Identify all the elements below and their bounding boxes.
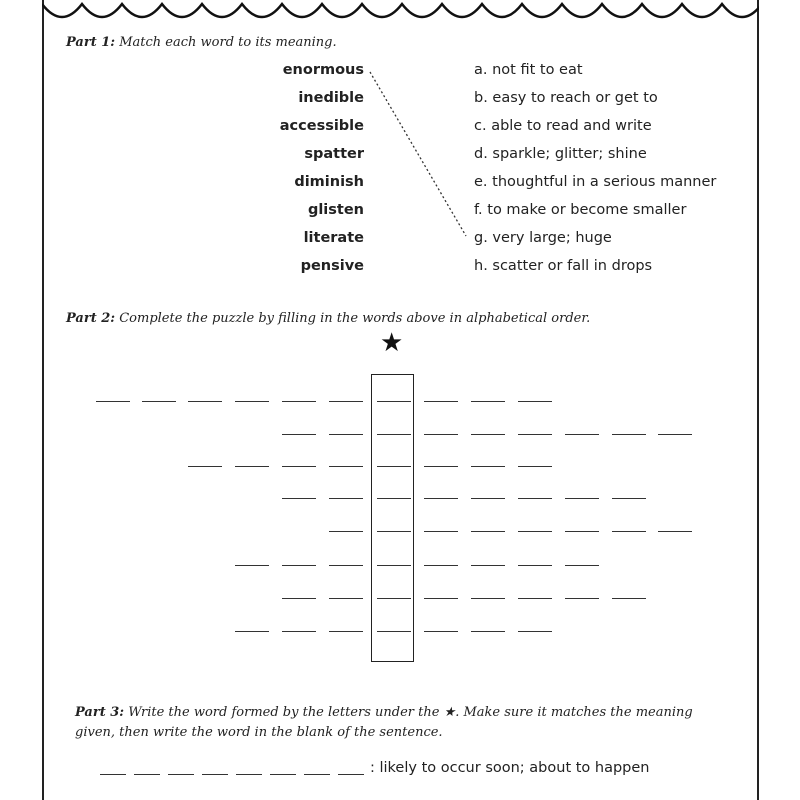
puzzle-letter-blank[interactable]	[282, 466, 316, 467]
part1-heading	[66, 35, 337, 50]
meaning-f: f. to make or become smaller	[474, 202, 687, 218]
puzzle-letter-blank[interactable]	[377, 466, 411, 467]
puzzle-letter-blank[interactable]	[424, 498, 458, 499]
puzzle-letter-blank[interactable]	[377, 401, 411, 402]
puzzle-letter-blank[interactable]	[565, 565, 599, 566]
puzzle-letter-blank[interactable]	[658, 434, 692, 435]
part2-heading	[66, 311, 590, 326]
part1-instruction: Match each word to its meaning.	[119, 35, 337, 50]
part1-label: Part 1:	[66, 35, 116, 50]
puzzle-letter-blank[interactable]	[424, 434, 458, 435]
puzzle-letter-blank[interactable]	[565, 531, 599, 532]
word-inedible: inedible	[298, 90, 364, 106]
puzzle-letter-blank[interactable]	[424, 565, 458, 566]
meaning-h: h. scatter or fall in drops	[474, 258, 653, 274]
puzzle-letter-blank[interactable]	[518, 565, 552, 566]
puzzle-letter-blank[interactable]	[235, 631, 269, 632]
puzzle-letter-blank[interactable]	[377, 498, 411, 499]
puzzle-letter-blank[interactable]	[377, 434, 411, 435]
puzzle-letter-blank[interactable]	[518, 598, 552, 599]
puzzle-letter-blank[interactable]	[518, 466, 552, 467]
puzzle-letter-blank[interactable]	[377, 631, 411, 632]
puzzle-letter-blank[interactable]	[329, 631, 363, 632]
puzzle-letter-blank[interactable]	[329, 498, 363, 499]
word-accessible: accessible	[279, 118, 364, 134]
puzzle-letter-blank[interactable]	[471, 498, 505, 499]
puzzle-letter-blank[interactable]	[377, 565, 411, 566]
meaning-c: c. able to read and write	[474, 118, 652, 134]
answer-letter-blank[interactable]	[100, 774, 126, 775]
puzzle-highlight-column	[371, 374, 414, 662]
puzzle-letter-blank[interactable]	[329, 401, 363, 402]
meaning-d: d. sparkle; glitter; shine	[474, 146, 647, 162]
answer-letter-blank[interactable]	[304, 774, 330, 775]
part3-heading	[75, 703, 715, 743]
part2-label: Part 2:	[66, 311, 116, 326]
puzzle-letter-blank[interactable]	[282, 401, 316, 402]
word-enormous: enormous	[282, 62, 364, 78]
puzzle-letter-blank[interactable]	[329, 565, 363, 566]
puzzle-letter-blank[interactable]	[565, 498, 599, 499]
puzzle-letter-blank[interactable]	[282, 498, 316, 499]
answer-letter-blank[interactable]	[270, 774, 296, 775]
word-glisten: glisten	[307, 202, 364, 218]
puzzle-letter-blank[interactable]	[565, 598, 599, 599]
puzzle-letter-blank[interactable]	[518, 531, 552, 532]
answer-letter-blank[interactable]	[202, 774, 228, 775]
puzzle-letter-blank[interactable]	[235, 401, 269, 402]
meaning-g: g. very large; huge	[474, 230, 612, 246]
puzzle-letter-blank[interactable]	[424, 531, 458, 532]
part3-instruction-start: Write the word formed by the letters under the	[128, 705, 440, 720]
puzzle-letter-blank[interactable]	[282, 598, 316, 599]
puzzle-letter-blank[interactable]	[377, 531, 411, 532]
puzzle-letter-blank[interactable]	[329, 434, 363, 435]
puzzle-letter-blank[interactable]	[424, 401, 458, 402]
part2-instruction: Complete the puzzle by filling in the words above in alphabetical order.	[119, 311, 591, 326]
puzzle-letter-blank[interactable]	[518, 434, 552, 435]
puzzle-letter-blank[interactable]	[471, 434, 505, 435]
puzzle-letter-blank[interactable]	[471, 466, 505, 467]
puzzle-letter-blank[interactable]	[612, 531, 646, 532]
answer-letter-blank[interactable]	[236, 774, 262, 775]
puzzle-letter-blank[interactable]	[424, 466, 458, 467]
puzzle-letter-blank[interactable]	[142, 401, 176, 402]
puzzle-letter-blank[interactable]	[282, 565, 316, 566]
part3-instruction-end: . Make sure it matches the meaning given, then write the word in the blank of the sentence.	[75, 705, 693, 740]
part3-label: Part 3:	[75, 705, 125, 720]
page-border-left	[42, 0, 44, 800]
answer-letter-blank[interactable]	[168, 774, 194, 775]
puzzle-letter-blank[interactable]	[518, 498, 552, 499]
puzzle-letter-blank[interactable]	[235, 466, 269, 467]
word-pensive: pensive	[300, 258, 364, 274]
puzzle-letter-blank[interactable]	[518, 631, 552, 632]
puzzle-letter-blank[interactable]	[658, 531, 692, 532]
puzzle-letter-blank[interactable]	[612, 598, 646, 599]
puzzle-letter-blank[interactable]	[424, 598, 458, 599]
puzzle-letter-blank[interactable]	[471, 401, 505, 402]
puzzle-letter-blank[interactable]	[282, 631, 316, 632]
puzzle-letter-blank[interactable]	[471, 598, 505, 599]
answer-letter-blank[interactable]	[338, 774, 364, 775]
meaning-b: b. easy to reach or get to	[474, 90, 658, 106]
puzzle-letter-blank[interactable]	[565, 434, 599, 435]
meaning-e: e. thoughtful in a serious manner	[474, 174, 717, 190]
puzzle-letter-blank[interactable]	[235, 565, 269, 566]
puzzle-letter-blank[interactable]	[612, 498, 646, 499]
word-literate: literate	[303, 230, 364, 246]
puzzle-letter-blank[interactable]	[471, 531, 505, 532]
puzzle-letter-blank[interactable]	[518, 401, 552, 402]
puzzle-letter-blank[interactable]	[329, 531, 363, 532]
word-diminish: diminish	[294, 174, 364, 190]
answer-definition: : likely to occur soon; about to happen	[370, 760, 650, 776]
page-border-right	[757, 0, 759, 800]
puzzle-letter-blank[interactable]	[329, 466, 363, 467]
meaning-a: a. not fit to eat	[474, 62, 583, 78]
star-icon: ★	[380, 328, 404, 358]
puzzle-letter-blank[interactable]	[96, 401, 130, 402]
puzzle-letter-blank[interactable]	[377, 598, 411, 599]
puzzle-letter-blank[interactable]	[188, 401, 222, 402]
puzzle-letter-blank[interactable]	[424, 631, 458, 632]
puzzle-letter-blank[interactable]	[471, 565, 505, 566]
puzzle-letter-blank[interactable]	[282, 434, 316, 435]
puzzle-letter-blank[interactable]	[329, 598, 363, 599]
word-spatter: spatter	[304, 146, 364, 162]
answer-letter-blank[interactable]	[134, 774, 160, 775]
puzzle-letter-blank[interactable]	[471, 631, 505, 632]
star-small-icon: ★	[443, 705, 456, 720]
puzzle-letter-blank[interactable]	[188, 466, 222, 467]
puzzle-letter-blank[interactable]	[612, 434, 646, 435]
wavy-border-decoration	[42, 0, 759, 24]
